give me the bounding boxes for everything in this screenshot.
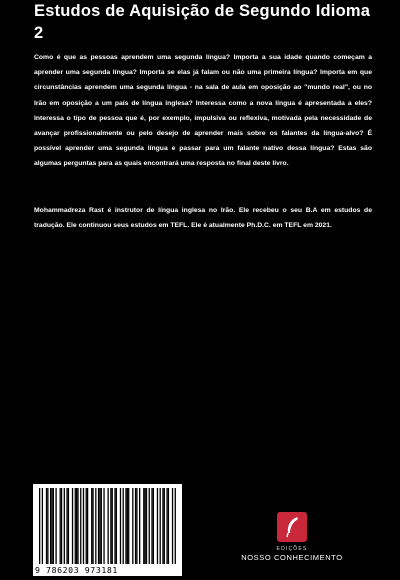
barcode-bar bbox=[95, 488, 96, 564]
barcode-bar bbox=[151, 488, 152, 564]
isbn-barcode bbox=[33, 484, 182, 576]
barcode-bar bbox=[87, 488, 88, 564]
barcode-bar bbox=[110, 488, 111, 564]
barcode-bar bbox=[53, 488, 54, 564]
barcode-bar bbox=[64, 488, 65, 564]
barcode-bar bbox=[146, 488, 147, 564]
barcode-bar bbox=[91, 488, 92, 564]
publisher-small-label: EDIÇÕES bbox=[276, 546, 308, 552]
barcode-bar bbox=[132, 488, 133, 564]
barcode-bar bbox=[112, 488, 113, 564]
barcode-bar bbox=[168, 488, 169, 564]
barcode-bar bbox=[60, 488, 61, 564]
barcode-bar bbox=[75, 488, 76, 564]
barcode-bar bbox=[136, 488, 137, 564]
book-description: Como é que as pessoas aprendem uma segunda língua? Importa a sua idade quando começam a aprender uma segunda língua? Importa se elas já falam ou não uma primeira língua? Importa em que circunstâncias aprendem uma segunda língua - na sala de aula em oposição ao "mundo real", ou no Irão em oposição a um país de língua inglesa? Interessa como a nova língua é apresentada a eles? Interessa o tipo de pessoa que é, por exemplo, impulsiva ou reflexiva, motivada pela necessidade de avançar profissionalmente ou pelo desejo de aprender mais sobre os falantes da língua-alvo? É possível aprender uma segunda língua e passar para um falante nativo dessa língua? Estas são algumas perguntas para as quais encontrará uma resposta no final deste livro. bbox=[34, 54, 372, 168]
barcode-bar bbox=[162, 488, 163, 564]
barcode-bar bbox=[103, 488, 104, 564]
barcode-bar bbox=[46, 488, 47, 564]
barcode-bar bbox=[83, 488, 84, 564]
barcode-bar bbox=[125, 488, 126, 564]
isbn-number: 9 786203 973181 bbox=[35, 565, 118, 575]
barcode-bar bbox=[92, 488, 93, 564]
barcode-bar bbox=[47, 488, 48, 564]
barcode-bar bbox=[127, 488, 128, 564]
barcode-bar bbox=[76, 488, 77, 564]
barcode-bar bbox=[68, 488, 69, 564]
barcode-bar bbox=[120, 488, 121, 564]
barcode-bar bbox=[160, 488, 161, 564]
barcode-bar bbox=[144, 488, 145, 564]
barcode-bar bbox=[80, 488, 81, 564]
barcode-bar bbox=[50, 488, 51, 564]
barcode-bar bbox=[72, 488, 73, 564]
publisher-name: NOSSO CONHECIMENTO bbox=[241, 553, 343, 562]
barcode-bar bbox=[128, 488, 129, 564]
barcode-bar bbox=[101, 488, 102, 564]
barcode-bar bbox=[66, 488, 67, 564]
barcode-bar bbox=[123, 488, 124, 564]
book-title: Estudos de Aquisição de Segundo Idioma 2 bbox=[34, 2, 371, 42]
publisher-logo bbox=[238, 512, 346, 562]
barcode-bar bbox=[149, 488, 150, 564]
barcode-bar bbox=[99, 488, 100, 564]
barcode-bar bbox=[51, 488, 52, 564]
barcode-bar bbox=[77, 488, 78, 564]
barcode-bar bbox=[139, 488, 140, 564]
author-bio: Mohammadreza Rast é instrutor de língua inglesa no Irão. Ele recebeu o seu B.A em estudos de tradução. Ele continuou seus estudos em TEFL. Ele é atualmente Ph.D.C. em TEFL em 2021. bbox=[34, 207, 372, 230]
barcode-bar bbox=[153, 488, 154, 564]
barcode-bar bbox=[55, 488, 56, 564]
barcode-bar bbox=[116, 488, 117, 564]
barcode-bar bbox=[164, 488, 165, 564]
barcode-bar bbox=[61, 488, 62, 564]
barcode-bar bbox=[135, 488, 136, 564]
barcode-bar bbox=[108, 488, 109, 564]
barcode-bar bbox=[42, 488, 43, 564]
barcode-bar bbox=[172, 488, 173, 564]
barcode-bar bbox=[143, 488, 144, 564]
barcode-bars bbox=[39, 488, 176, 564]
barcode-bar bbox=[157, 488, 158, 564]
quill-icon bbox=[277, 512, 307, 542]
barcode-bar bbox=[86, 488, 87, 564]
barcode-bar bbox=[98, 488, 99, 564]
barcode-bar bbox=[39, 488, 40, 564]
barcode-bar bbox=[175, 488, 176, 564]
barcode-bar bbox=[114, 488, 115, 564]
barcode-bar bbox=[166, 488, 167, 564]
